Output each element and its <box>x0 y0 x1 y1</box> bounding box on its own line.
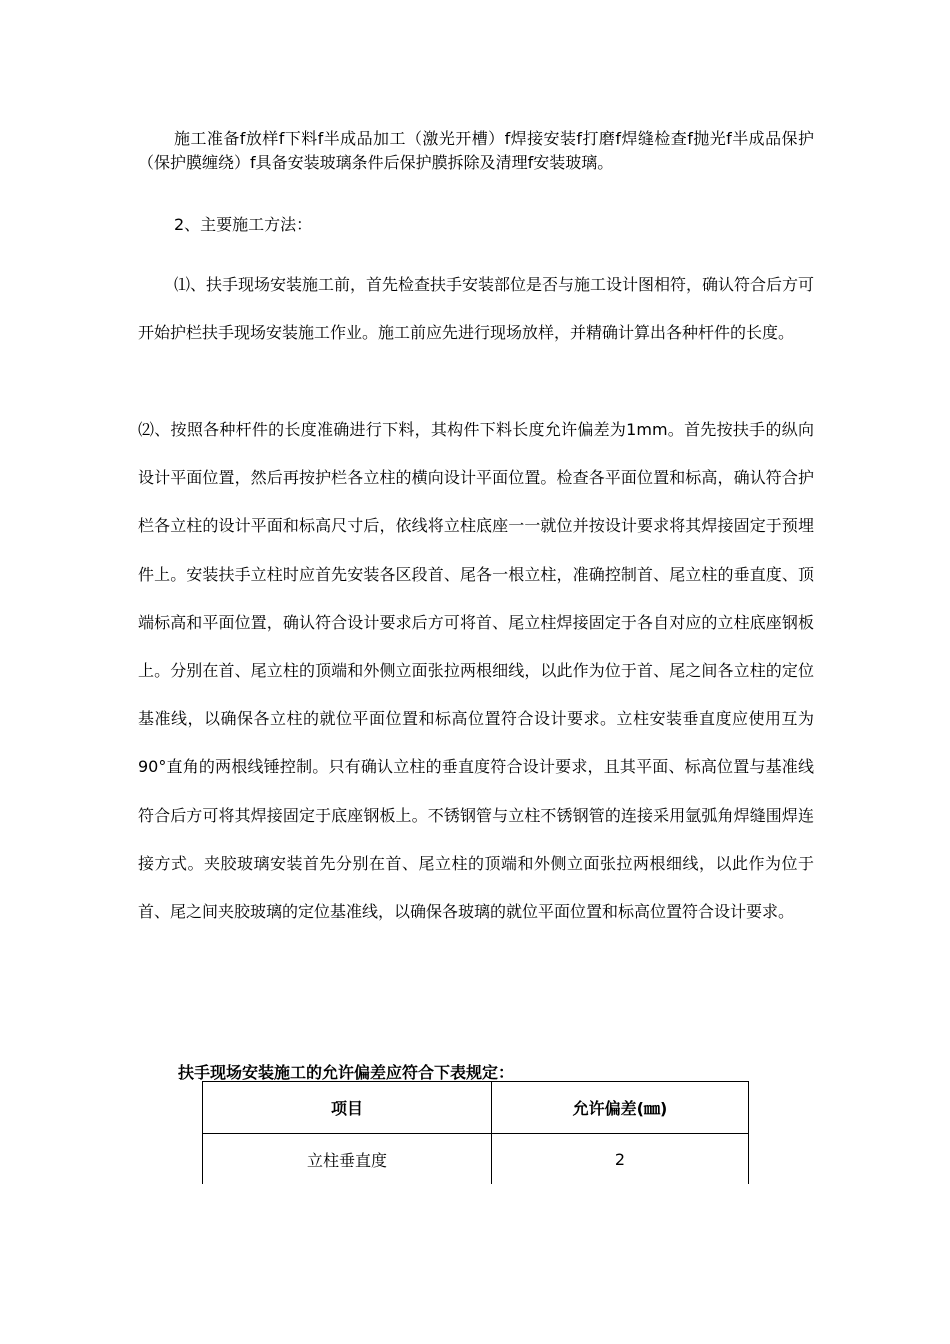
step-2-paragraph: ⑵、按照各种杆件的长度准确进行下料，其构件下料长度允许偏差为1mm。首先按扶手的纵向设计平面位置，然后再按护栏各立柱的横向设计平面位置。检查各平面位置和标高，确认符合护栏各立柱的设计平面和标高尺寸后，依线将立柱底座一一就位并按设计要求将其焊接固定于预埋件上。安装扶手立柱时应首先安装各区段首、尾各一根立柱，准确控制首、尾立柱的垂直度、顶端标高和平面位置，确认符合设计要求后方可将首、尾立柱焊接固定于各自对应的立柱底座钢板上。分别在首、尾立柱的顶端和外侧立面张拉两根细线，以此作为位于首、尾之间各立柱的定位基准线，以确保各立柱的就位平面位置和标高位置符合设计要求。立柱安装垂直度应使用互为90°直角的两根线锤控制。只有确认立柱的垂直度符合设计要求，且其平面、标高位置与基准线符合后方可将其焊接固定于底座钢板上。不锈钢管与立柱不锈钢管的连接采用氩弧角焊缝围焊连接方式。夹胶玻璃安装首先分别在首、尾立柱的顶端和外侧立面张拉两根细线，以此作为位于首、尾之间夹胶玻璃的定位基准线，以确保各玻璃的就位平面位置和标高位置符合设计要求。 <box>138 420 814 922</box>
step-1-paragraph: ⑴、扶手现场安装施工前，首先检查扶手安装部位是否与施工设计图相符，确认符合后方可开始护栏扶手现场安装施工作业。施工前应先进行现场放样，并精确计算出各种杆件的长度。 <box>138 275 815 342</box>
deviation-table <box>202 1081 749 1184</box>
table-cell-item: 立柱垂直度 <box>203 1134 492 1185</box>
table-title: 扶手现场安装施工的允许偏差应符合下表规定： <box>178 1063 515 1082</box>
table-row <box>203 1134 749 1185</box>
table-header-deviation: 允许偏差(㎜) <box>492 1082 749 1134</box>
table-cell-deviation: 2 <box>492 1134 749 1185</box>
table-header-item: 项目 <box>203 1082 492 1134</box>
section-heading-methods: 2、主要施工方法： <box>174 215 313 234</box>
process-flow-paragraph: 施工准备f放样f下料f半成品加工（激光开槽）f焊接安装f打磨f焊缝检查f抛光f半成品保护（保护膜缠绕）f具备安装玻璃条件后保护膜拆除及清理f安装玻璃。 <box>138 129 814 172</box>
table-header-row <box>203 1082 749 1134</box>
